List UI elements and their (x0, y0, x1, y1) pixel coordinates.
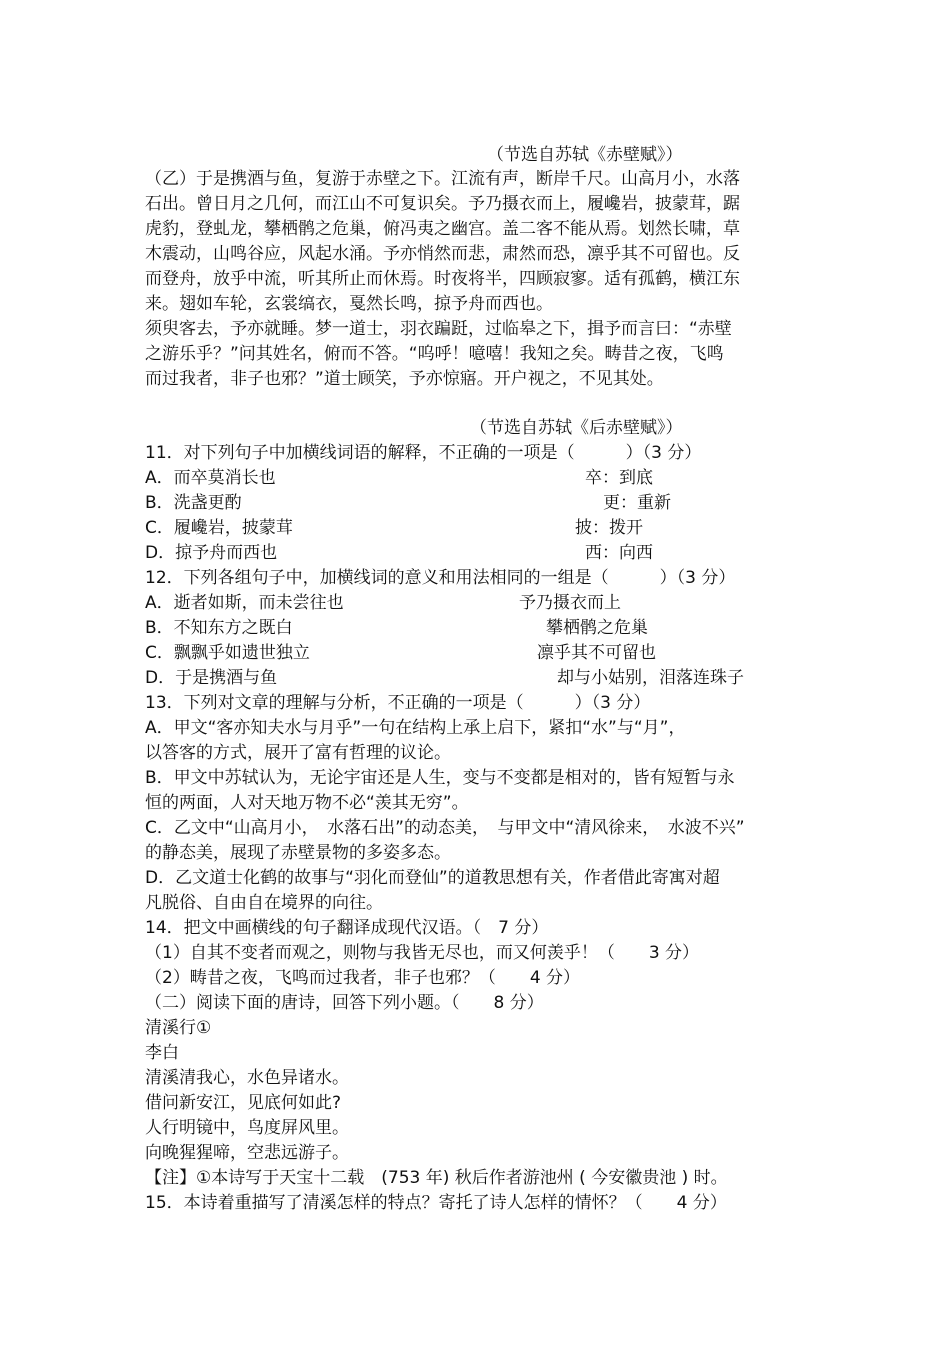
question-stem: 13．下列对文章的理解与分析，不正确的一项是（ ）（3 分） (145, 693, 651, 713)
question-item: （2）畴昔之夜，飞鸣而过我者，非子也邪？（ 4 分） (145, 968, 581, 988)
passage-b-line: 木震动，山鸣谷应，风起水涌。予亦悄然而悲，肃然而恐，凛乎其不可留也。反 (145, 244, 740, 264)
poem-line: 人行明镜中，鸟度屏风里。 (145, 1118, 349, 1138)
option-gloss: 更：重新 (603, 493, 671, 513)
passage-b-line: 之游乐乎？”问其姓名，俯而不答。“呜呼！噫嘻！我知之矣。畴昔之夜，飞鸣 (145, 344, 724, 364)
option-text: B．甲文中苏轼认为，无论宇宙还是人生，变与不变都是相对的，皆有短暂与永 (145, 768, 735, 788)
option-compare: 却与小姑别，泪落连珠子 (557, 668, 744, 688)
option-label: A．而卒莫消长也 (145, 468, 276, 488)
option-text: 以答客的方式，展开了富有哲理的议论。 (145, 743, 451, 763)
passage-b-line: 须臾客去，予亦就睡。梦一道士，羽衣蹁跹，过临皋之下，揖予而言曰：“赤壁 (145, 319, 732, 339)
option-text: 恒的两面，人对天地万物不必“羡其无穷”。 (145, 793, 469, 813)
poem-line: 借问新安江，见底何如此? (145, 1093, 342, 1113)
option-label: D．掠予舟而西也 (145, 543, 278, 563)
question-stem: 11．对下列句子中加横线词语的解释，不正确的一项是（ ）（3 分） (145, 443, 702, 463)
option-label: A．逝者如斯，而未尝往也 (145, 593, 344, 613)
option-label: B．不知东方之既白 (145, 618, 293, 638)
question-stem: 12．下列各组句子中，加横线词的意义和用法相同的一组是（ ）（3 分） (145, 568, 736, 588)
option-text: D．乙文道士化鹤的故事与“羽化而登仙”的道教思想有关，作者借此寄寓对超 (145, 868, 720, 888)
question-15: 15．本诗着重描写了清溪怎样的特点？寄托了诗人怎样的情怀？（ 4 分） (145, 1193, 727, 1213)
question-stem: 14．把文中画横线的句子翻译成现代汉语。（ 7 分） (145, 918, 549, 938)
poem-note: 【注】①本诗写于天宝十二载 (753 年) 秋后作者游池州 ( 今安徽贵池 ) 时。 (145, 1168, 728, 1188)
passage-b-line: 而过我者，非子也邪？”道士顾笑，予亦惊寤。开户视之，不见其处。 (145, 369, 664, 389)
option-gloss: 西：向西 (585, 543, 653, 563)
option-gloss: 披：拨开 (575, 518, 643, 538)
passage-b-source: （节选自苏轼《后赤壁赋》） (470, 418, 683, 438)
poem-line: 向晚猩猩啼，空悲远游子。 (145, 1143, 349, 1163)
poem-title: 清溪行① (145, 1018, 212, 1038)
option-text: A．甲文“客亦知夫水与月乎”一句在结构上承上启下，紧扣“水”与“月”， (145, 718, 686, 738)
option-compare: 攀栖鹘之危巢 (546, 618, 648, 638)
option-text: 凡脱俗、自由自在境界的向往。 (145, 893, 383, 913)
option-label: C．履巉岩，披蒙茸 (145, 518, 293, 538)
passage-b-line: 而登舟，放乎中流，听其所止而休焉。时夜将半，四顾寂寥。适有孤鹤，横江东 (145, 269, 740, 289)
passage-a-source: （节选自苏轼《赤壁赋》） (487, 145, 683, 165)
question-item: （1）自其不变者而观之，则物与我皆无尽也，而又何羡乎！（ 3 分） (145, 943, 700, 963)
passage-b-line: 虎豹，登虬龙，攀栖鹘之危巢，俯冯夷之幽宫。盖二客不能从焉。划然长啸，草 (145, 219, 740, 239)
option-compare: 凛乎其不可留也 (537, 643, 656, 663)
option-text: 的静态美，展现了赤壁景物的多姿多态。 (145, 843, 451, 863)
passage-b-line: 来。翅如车轮，玄裳缟衣，戛然长鸣，掠予舟而西也。 (145, 294, 553, 314)
section-heading: （二）阅读下面的唐诗，回答下列小题。（ 8 分） (145, 993, 544, 1013)
option-label: D．于是携酒与鱼 (145, 668, 278, 688)
option-label: B．洗盏更酌 (145, 493, 242, 513)
poem-line: 清溪清我心，水色异诸水。 (145, 1068, 349, 1088)
option-gloss: 卒：到底 (585, 468, 653, 488)
option-text: C．乙文中“山高月小， 水落石出”的动态美， 与甲文中“清风徐来， 水波不兴” (145, 818, 745, 838)
poem-author: 李白 (145, 1043, 179, 1063)
option-label: C．飘飘乎如遗世独立 (145, 643, 310, 663)
option-compare: 予乃摄衣而上 (519, 593, 621, 613)
passage-b-line: （乙）于是携酒与鱼，复游于赤壁之下。江流有声，断岸千尺。山高月小，水落 (145, 169, 740, 189)
passage-b-line: 石出。曾日月之几何，而江山不可复识矣。予乃摄衣而上，履巉岩，披蒙茸，踞 (145, 194, 740, 214)
